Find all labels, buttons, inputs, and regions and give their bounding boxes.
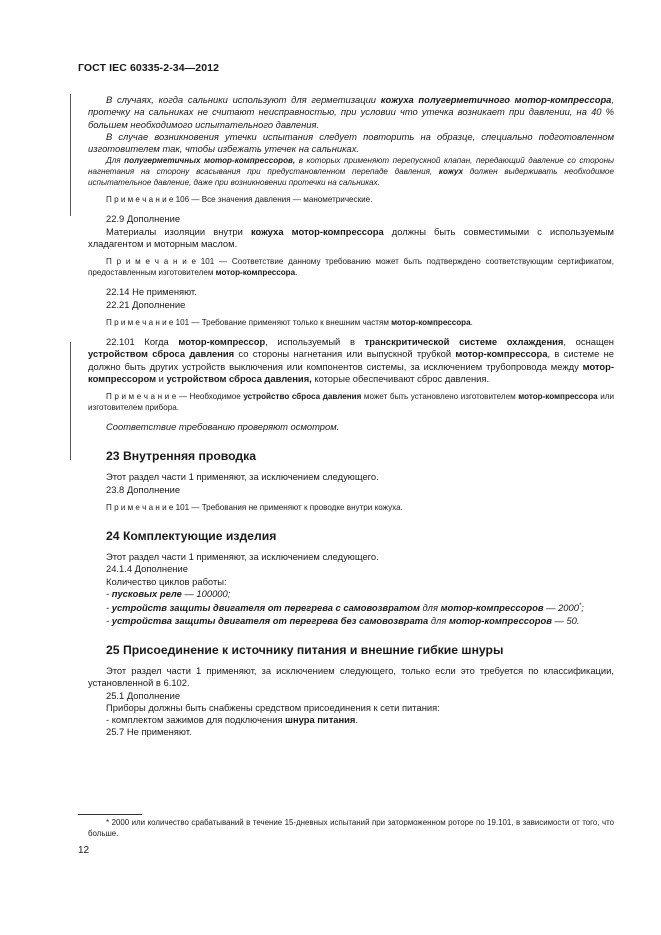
text-run: - — [106, 602, 112, 614]
defined-term: устройством сброса давления, — [166, 372, 312, 384]
section-heading — [88, 449, 614, 464]
document-header: ГОСТ IEC 60335-2-34—2012 — [78, 62, 220, 74]
section-heading — [88, 529, 614, 544]
clause-number — [88, 286, 614, 298]
text-run: или изготовителем прибора. — [88, 392, 615, 413]
text-run: П р и м е ч а н и е 101 — Соответствие данному требованию может быть подтверждено соответствующим сертификатом, предоставленным изготовителем — [88, 257, 614, 278]
text-run: В случаях, когда сальники используют для герметизации — [106, 94, 381, 105]
defined-term: мотор-компрессора — [215, 268, 296, 278]
text-run: - — [106, 587, 112, 599]
paragraph — [88, 131, 614, 156]
paragraph — [88, 551, 614, 563]
clause-number — [88, 484, 614, 496]
list-item — [88, 600, 614, 614]
text-run: П р и м е ч а н и е — Необходимое — [106, 392, 244, 402]
text-run: Этот раздел части 1 применяют, за исключением следующего, только если это требуется по классификации, установленной в 6.102. — [88, 664, 614, 689]
defined-term: кожуха полугерметичного мотор-компрессора — [380, 94, 612, 105]
defined-term: кожух — [438, 167, 464, 177]
clause-number — [88, 213, 614, 225]
footnote-separator — [78, 814, 142, 815]
footnote — [88, 818, 614, 839]
note — [88, 256, 614, 278]
text-run: 24.1.4 Дополнение — [106, 563, 188, 575]
defined-term: кожуха мотор-компрессора — [250, 225, 384, 237]
paragraph — [88, 226, 614, 251]
text-run: * 2000 или количество срабатываний в течение 15-дневных испытаний при заторможенном роторе по 19.101, в зависимости от того, что больше. — [88, 818, 614, 838]
defined-term: мотор-компрессоров — [440, 602, 544, 614]
paragraph — [88, 665, 614, 690]
defined-term: пусковых реле — [111, 587, 182, 599]
defined-term: мотор-компрессора — [518, 392, 598, 402]
text-run: 25 Присоединение к источнику питания и внешние гибкие шнуры — [106, 642, 504, 657]
text-run: — 50. — [551, 614, 580, 626]
text-run: 24 Комплектующие изделия — [106, 529, 277, 544]
defined-term: шнура питания — [285, 714, 356, 726]
text-run: Количество циклов работы: — [106, 575, 227, 587]
text-run: 22.101 Когда — [106, 335, 179, 347]
text-run: . — [470, 317, 473, 327]
defined-term: мотор-компрессор — [178, 335, 266, 347]
text-run: . — [295, 268, 298, 278]
paragraph — [88, 471, 614, 483]
clause-number — [88, 726, 614, 738]
text-run: — 2000 — [543, 602, 579, 614]
note — [88, 502, 614, 513]
text-run: 22.9 Дополнение — [106, 213, 181, 225]
text-run: может быть установлено изготовителем — [361, 392, 519, 402]
defined-term: транскритической системе охлаждения — [364, 335, 564, 347]
note — [88, 391, 614, 413]
text-run: , используемый в — [265, 335, 365, 347]
defined-term: мотор-компрессора — [455, 348, 548, 360]
text-run: , оснащен — [563, 335, 614, 347]
document-body — [88, 94, 614, 739]
paragraph — [88, 155, 614, 188]
text-run: должны быть совместимыми с используемым хладагентом и моторным маслом. — [88, 225, 614, 250]
text-run: , в системе не должно быть других устройств выключения или компонентов системы, за исключением трубопровода между — [88, 348, 614, 372]
text-run: Этот раздел части 1 применяют, за исключением следующего. — [106, 551, 379, 563]
text-run: со стороны нагнетания или выпускной трубкой — [234, 348, 456, 360]
text-run: Этот раздел части 1 применяют, за исключением следующего. — [106, 471, 379, 483]
text-run: должен выдерживать необходимое испытательное давление, даже при возникновении протечки на сальниках. — [88, 167, 614, 188]
text-run: 23.8 Дополнение — [106, 483, 181, 495]
change-bar — [70, 94, 71, 216]
text-run: — 100000; — [181, 587, 231, 599]
text-run: 22.14 Не применяют. — [106, 286, 197, 298]
paragraph — [88, 576, 614, 588]
text-run: и — [156, 372, 167, 384]
defined-term: мотор-компрессором — [88, 360, 614, 384]
text-run: 22.21 Дополнение — [106, 298, 186, 310]
note — [88, 317, 614, 328]
text-run: - — [106, 614, 112, 626]
defined-term: мотор-компрессора — [391, 317, 471, 327]
defined-term: устройство сброса давления — [243, 392, 362, 402]
clause-number — [88, 690, 614, 702]
defined-term: мотор-компрессоров — [448, 614, 552, 626]
change-bar — [70, 342, 71, 460]
text-run: П р и м е ч а н и е 106 — Все значения давления — манометрические. — [106, 195, 373, 205]
text-run: 25.7 Не применяют. — [106, 726, 192, 738]
defined-term: устройств защиты двигателя от перегрева с самовозвратом — [111, 602, 420, 614]
list-item — [88, 714, 614, 726]
list-item — [88, 615, 614, 627]
text-run: в которых применяют перепускной клапан, передающий давление со стороны нагнетания на сторону всасывания при предустановленном перепаде давления, — [88, 156, 614, 177]
text-run: . — [355, 714, 359, 726]
text-run: для — [428, 614, 449, 626]
text-run: , протечку на сальниках не считают неисправностью, при условии что утечка возникает при давлении, на 40 % большем необходимого испытательного давления. — [88, 94, 615, 130]
section-heading — [88, 643, 614, 658]
text-run: - комплектом зажимов для подключения — [106, 714, 286, 726]
text-run: Материалы изоляции внутри — [106, 225, 251, 237]
text-run: Приборы должны быть снабжены средством присоединения к сети питания: — [106, 701, 440, 713]
defined-term: устройства защиты двигателя от перегрева без самовозврата — [111, 614, 429, 626]
text-run: для — [419, 602, 441, 614]
text-run: Соответствие требованию проверяют осмотром. — [106, 421, 340, 433]
text-run: ; — [581, 602, 584, 614]
text-run: П р и м е ч а н и е 101 — Требование применяют только к внешним частям — [106, 317, 392, 327]
text-run: 23 Внутренняя проводка — [106, 449, 257, 464]
text-run: П р и м е ч а н и е 101 — Требования не применяют к проводке внутри кожуха. — [106, 503, 403, 513]
paragraph — [88, 94, 614, 131]
paragraph — [88, 702, 614, 714]
paragraph — [88, 336, 614, 385]
clause-number — [88, 563, 614, 575]
text-run: 25.1 Дополнение — [106, 689, 181, 701]
list-item — [88, 588, 614, 600]
text-run: которые обеспечивают сброс давления. — [311, 372, 490, 384]
footnote-marker: * — [578, 603, 582, 610]
note — [88, 194, 614, 205]
defined-term: полугерметичных мотор-компрессоров, — [124, 156, 296, 166]
defined-term: устройством сброса давления — [88, 348, 235, 360]
page-number: 12 — [78, 845, 90, 856]
clause-number — [88, 299, 614, 311]
text-run: Для — [106, 156, 125, 166]
compliance-check — [88, 421, 614, 433]
text-run: В случае возникновения утечки испытания следует повторить на образце, специально подготовленном изготовителем так, чтобы избежать утечек на сальниках. — [88, 130, 614, 155]
